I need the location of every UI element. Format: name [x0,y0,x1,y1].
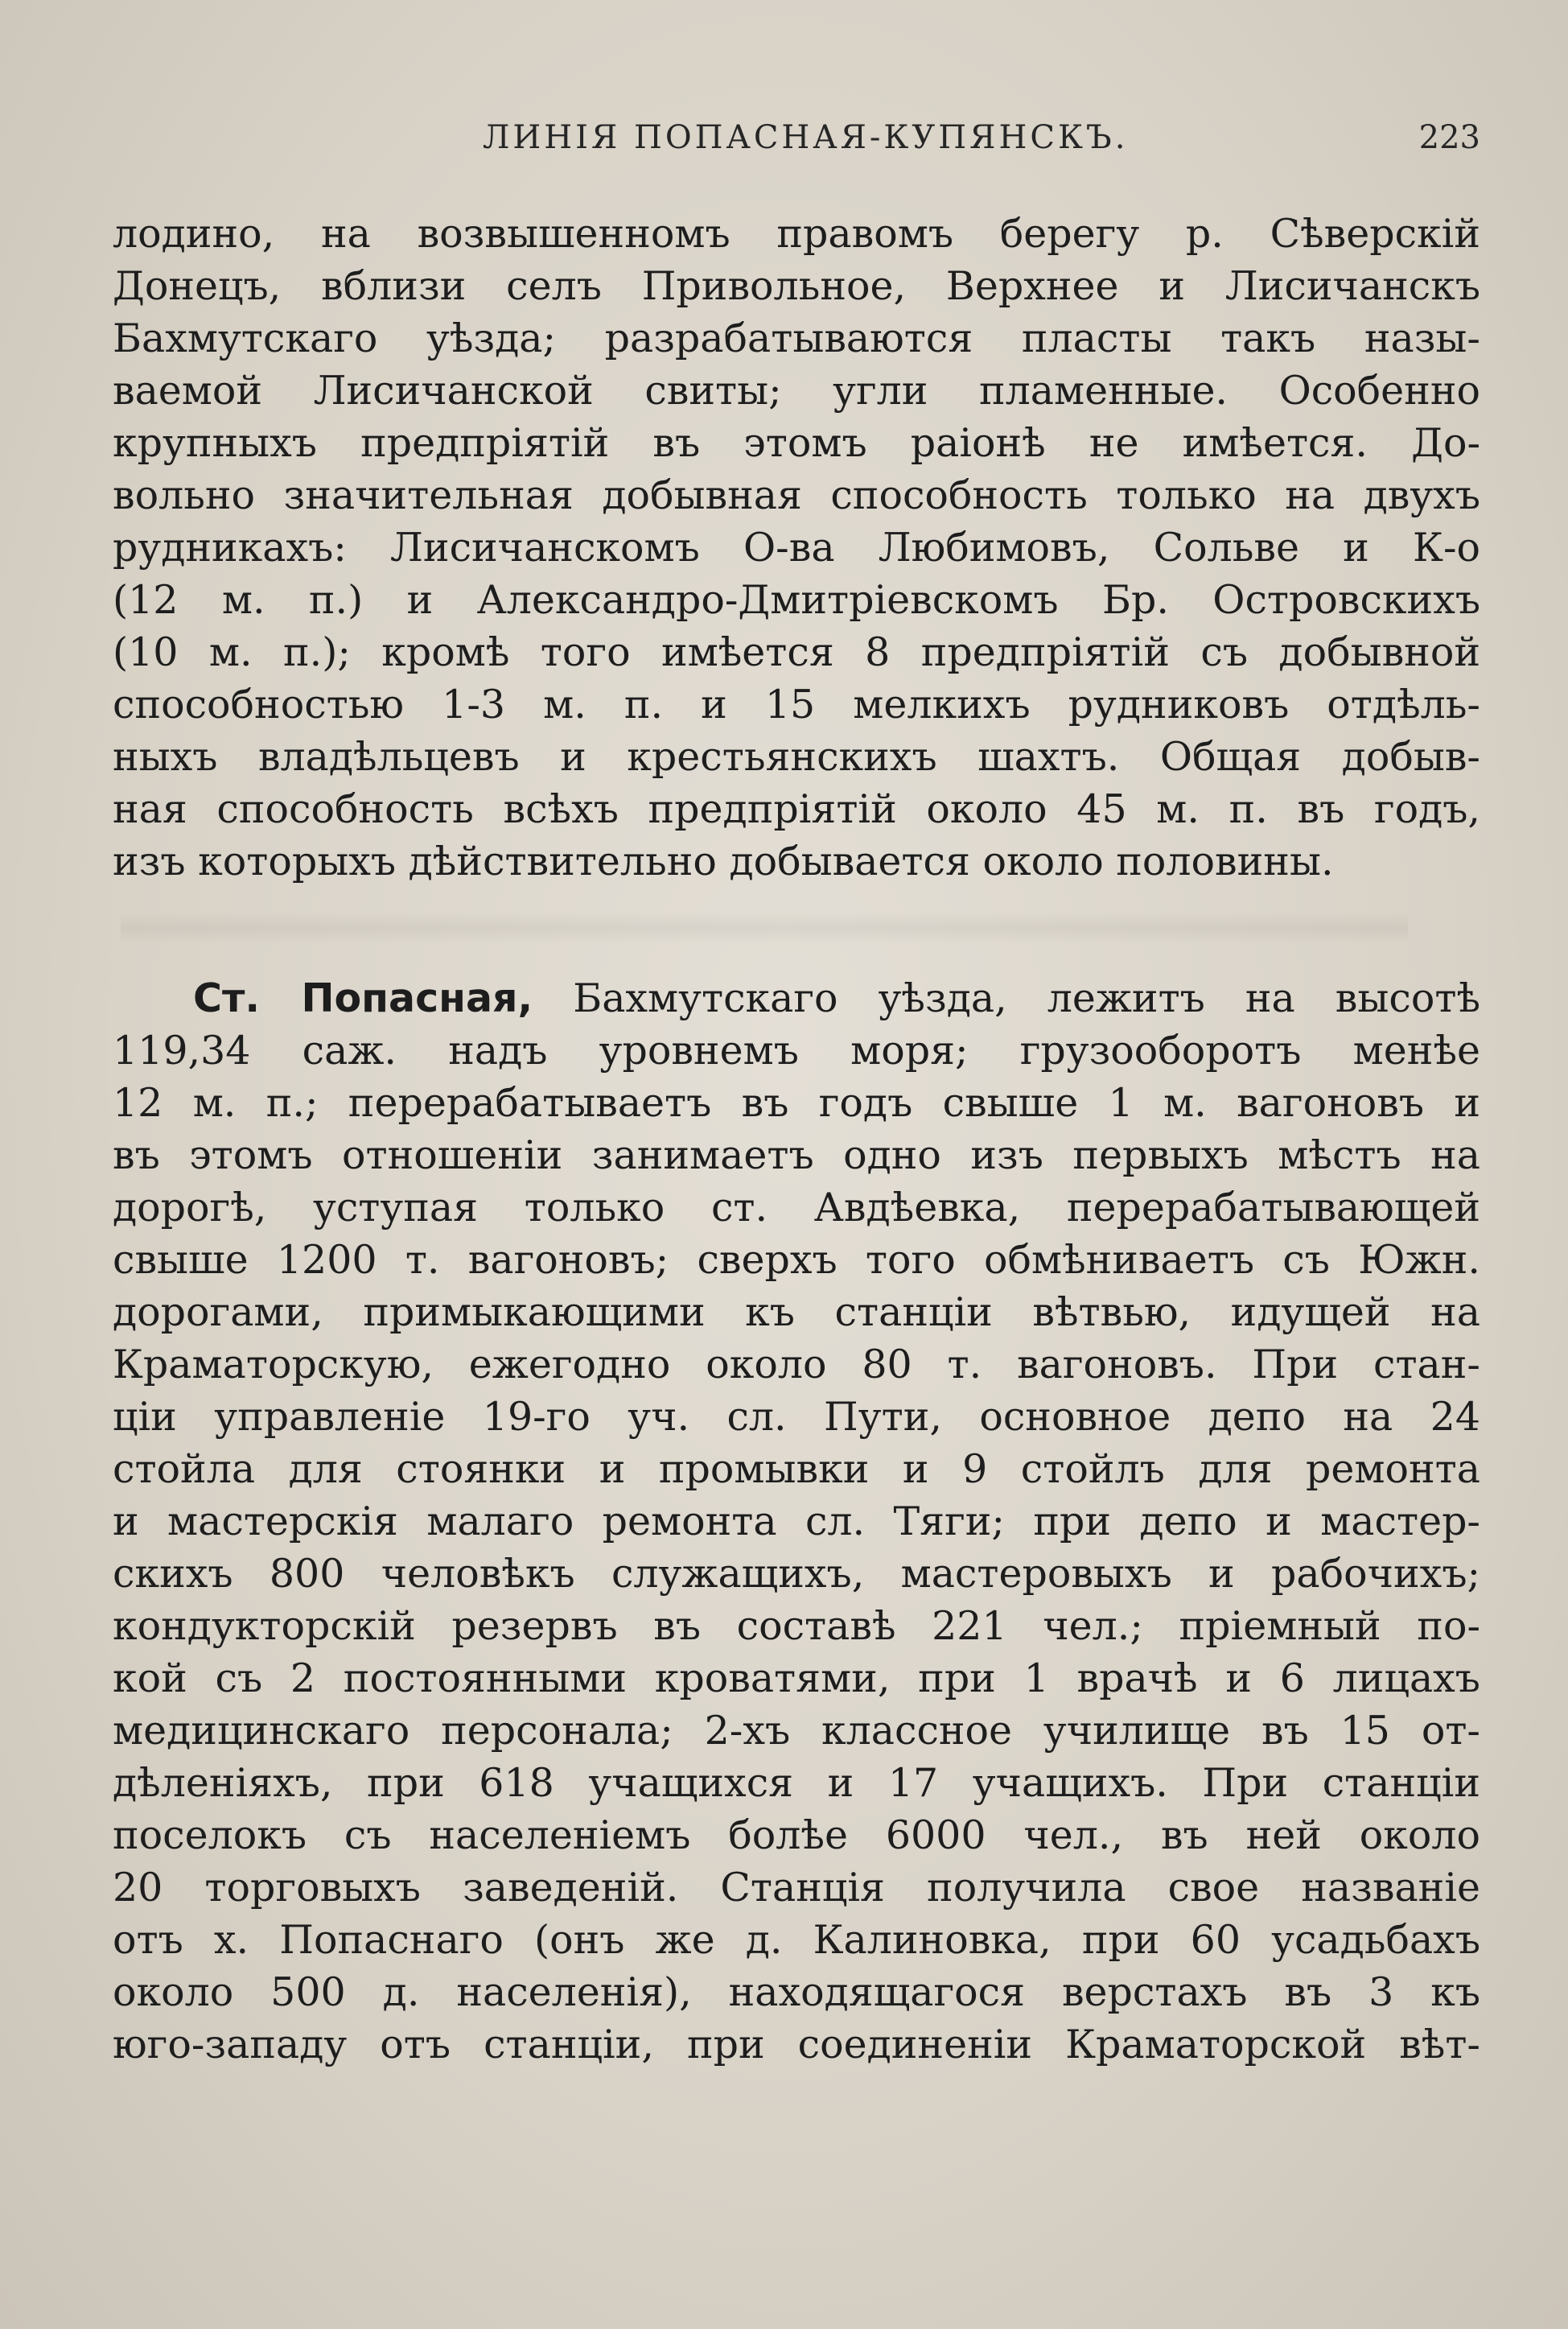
text-line: дорогѣ, уступая только ст. Авдѣевка, перерабатывающей [113,1185,1480,1230]
text-line: въ этомъ отношеніи занимаетъ одно изъ первыхъ мѣстъ на [113,1132,1480,1178]
text-line: поселокъ съ населеніемъ болѣе 6000 чел., въ ней около [113,1812,1480,1858]
text-line: Краматорскую, ежегодно около 80 т. вагоновъ. При стан- [113,1342,1480,1387]
text-line-lead [113,972,1480,1024]
text-line: способностью 1-3 м. п. и 15 мелкихъ рудниковъ отдѣль- [113,682,1480,728]
text-line-rest: Бахмутскаго уѣзда, лежитъ на высотѣ [573,975,1480,1021]
page-header [113,119,1480,167]
text-line: 119,34 саж. надъ уровнемъ моря; грузооборотъ менѣе [113,1028,1480,1074]
text-line: и мастерскія малаго ремонта сл. Тяги; при депо и мастер- [113,1498,1480,1544]
paragraph-popasnaya-station [113,972,1480,2071]
text-line: Бахмутскаго уѣзда; разрабатываются пласты такъ назы- [113,315,1480,361]
text-line: ныхъ владѣльцевъ и крестьянскихъ шахтъ. Общая добыв- [113,734,1480,780]
text-line: медицинскаго персонала; 2-хъ классное училище въ 15 от- [113,1708,1480,1754]
text-line: свыше 1200 т. вагоновъ; сверхъ того обмѣниваетъ съ Южн. [113,1237,1480,1283]
text-line: скихъ 800 человѣкъ служащихъ, мастеровыхъ и рабочихъ; [113,1551,1480,1597]
paragraph-gap [113,888,1480,972]
text-line: ціи управленіе 19-го уч. сл. Пути, основное депо на 24 [113,1394,1480,1440]
text-line: Донецъ, вблизи селъ Привольное, Верхнее и Лисичанскъ [113,263,1480,309]
text-line: стойла для стоянки и промывки и 9 стойлъ для ремонта [113,1446,1480,1492]
text-line: дѣленіяхъ, при 618 учащихся и 17 учащихъ. При станціи [113,1760,1480,1806]
station-name-lead: Ст. Попасная, [193,975,533,1021]
text-line: 20 торговыхъ заведеній. Станція получила свое названіе [113,1865,1480,1911]
text-line: крупныхъ предпріятій въ этомъ раіонѣ не имѣется. До- [113,420,1480,466]
text-line: кой съ 2 постоянными кроватями, при 1 врачѣ и 6 лицахъ [113,1655,1480,1701]
text-line: кондукторскій резервъ въ составѣ 221 чел.; пріемный по- [113,1603,1480,1649]
text-line: (12 м. п.) и Александро-Дмитріевскомъ Бр. Островскихъ [113,577,1480,623]
body-text [113,208,1480,2071]
text-line: ная способность всѣхъ предпріятій около 45 м. п. въ годъ, [113,786,1480,832]
text-line: (10 м. п.); кромѣ того имѣется 8 предпріятій съ добывной [113,629,1480,675]
text-line: вольно значительная добывная способность только на двухъ [113,472,1480,518]
text-line: около 500 д. населенія), находящагося верстахъ въ 3 къ [113,1969,1480,2015]
text-line: 12 м. п.; перерабатываетъ въ годъ свыше 1 м. вагоновъ и [113,1080,1480,1126]
text-line: юго-западу отъ станціи, при соединеніи Краматорской вѣт- [113,2022,1480,2067]
text-line: отъ х. Попаснаго (онъ же д. Калиновка, при 60 усадьбахъ [113,1917,1480,1963]
text-line: изъ которыхъ дѣйствительно добывается около половины. [113,839,1334,884]
text-line: ваемой Лисичанской свиты; угли пламенные. Особенно [113,368,1480,414]
running-title: ЛИНІЯ ПОПАСНАЯ-КУПЯНСКЪ. [483,119,1129,156]
text-line: дорогами, примыкающими къ станціи вѣтвью, идущей на [113,1289,1480,1335]
text-line: лодино, на возвышенномъ правомъ берегу р. Сѣверскій [113,211,1480,257]
paragraph-mines [113,208,1480,888]
text-line: рудникахъ: Лисичанскомъ О-ва Любимовъ, Сольве и К-о [113,525,1480,571]
page-number: 223 [1418,119,1480,156]
